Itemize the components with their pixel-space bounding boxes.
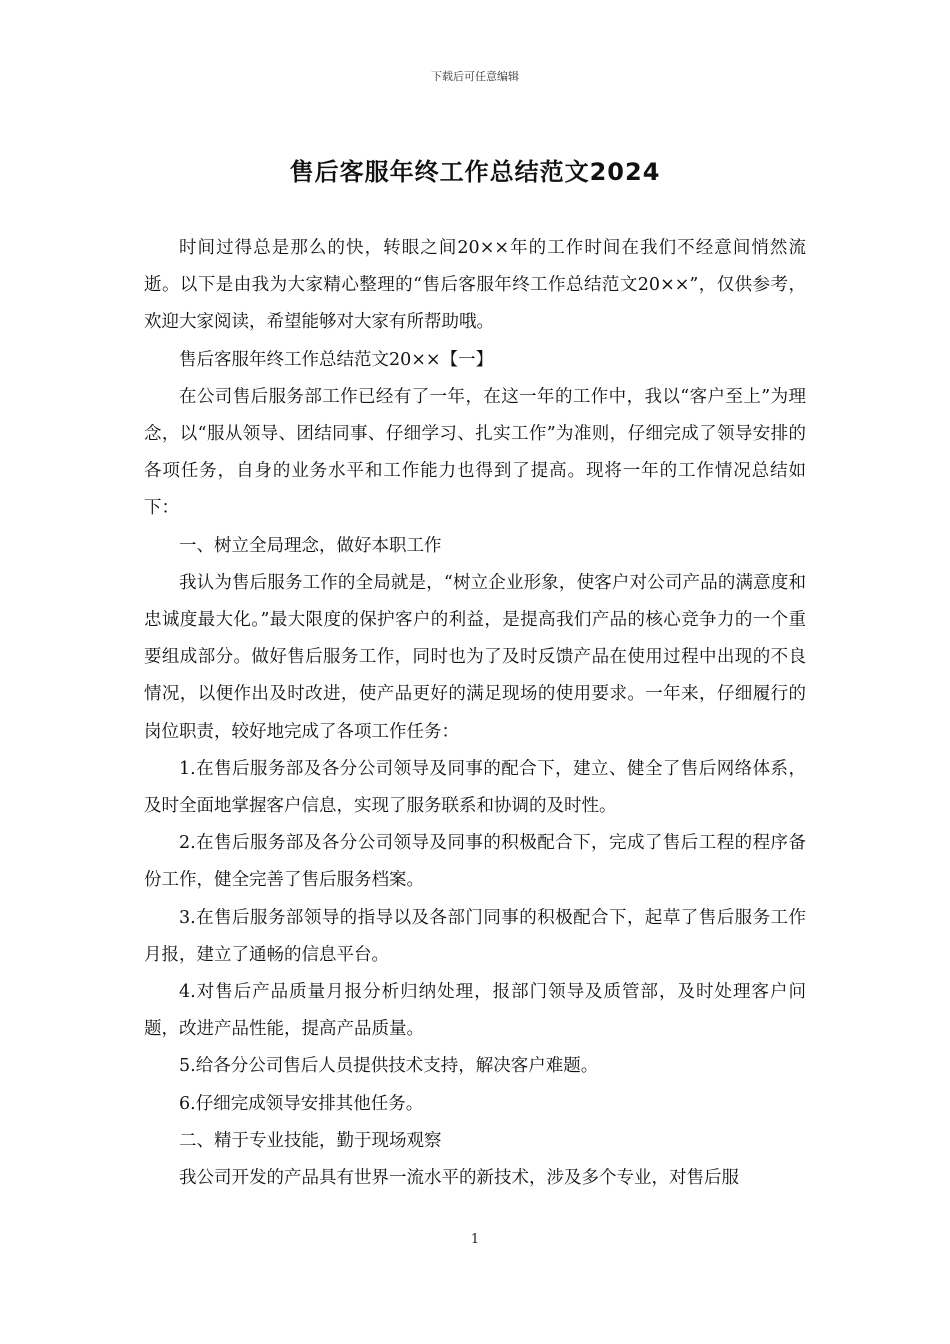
- paragraph: 我认为售后服务工作的全局就是，“树立企业形象，使客户对公司产品的满意度和忠诚度最大化。”最大限度的保护客户的利益，是提高我们产品的核心竞争力的一个重要组成部分。做好售后服务工作，同时也为了及时反馈产品在使用过程中出现的不良情况，以便作出及时改进，使产品更好的满足现场的使用要求。一年来，仔细履行的岗位职责，较好地完成了各项工作任务：: [144, 572, 806, 742]
- paragraph: 我公司开发的产品具有世界一流水平的新技术，涉及多个专业，对售后服: [179, 1168, 739, 1189]
- document-body: [144, 230, 806, 1197]
- subsection-heading: 一、树立全局理念，做好本职工作: [179, 535, 442, 556]
- list-item: 4.对售后产品质量月报分析归纳处理，报部门领导及质管部，及时处理客户问题，改进产品性能，提高产品质量。: [144, 982, 806, 1040]
- list-item: 1.在售后服务部及各分公司领导及同事的配合下，建立、健全了售后网络体系，及时全面地掌握客户信息，实现了服务联系和协调的及时性。: [144, 758, 806, 817]
- document-title: 售后客服年终工作总结范文2024: [289, 158, 661, 186]
- paragraph-intro: 时间过得总是那么的快，转眼之间20××年的工作时间在我们不经意间悄然流逝。以下是由我为大家精心整理的“售后客服年终工作总结范文20××”，仅供参考，欢迎大家阅读，希望能够对大家有所帮助哦。: [144, 238, 806, 333]
- subsection-heading: 二、精于专业技能，勤于现场观察: [179, 1130, 442, 1151]
- page-number: 1: [470, 1232, 480, 1247]
- header-note: 下载后可任意编辑: [431, 70, 519, 83]
- list-item: 5.给各分公司售后人员提供技术支持，解决客户难题。: [179, 1056, 599, 1077]
- section-heading: 售后客服年终工作总结范文20××【一】: [179, 349, 494, 370]
- list-item: 6.仔细完成领导安排其他任务。: [179, 1093, 424, 1114]
- list-item: 3.在售后服务部领导的指导以及各部门同事的积极配合下，起草了售后服务工作月报，建立了通畅的信息平台。: [144, 907, 806, 965]
- list-item: 2.在售后服务部及各分公司领导及同事的积极配合下，完成了售后工程的程序备份工作，健全完善了售后服务档案。: [144, 833, 806, 891]
- paragraph: 在公司售后服务部工作已经有了一年，在这一年的工作中，我以“客户至上”为理念，以“服从领导、团结同事、仔细学习、扎实工作”为准则，仔细完成了领导安排的各项任务，自身的业务水平和工作能力也得到了提高。现将一年的工作情况总结如下：: [144, 386, 806, 519]
